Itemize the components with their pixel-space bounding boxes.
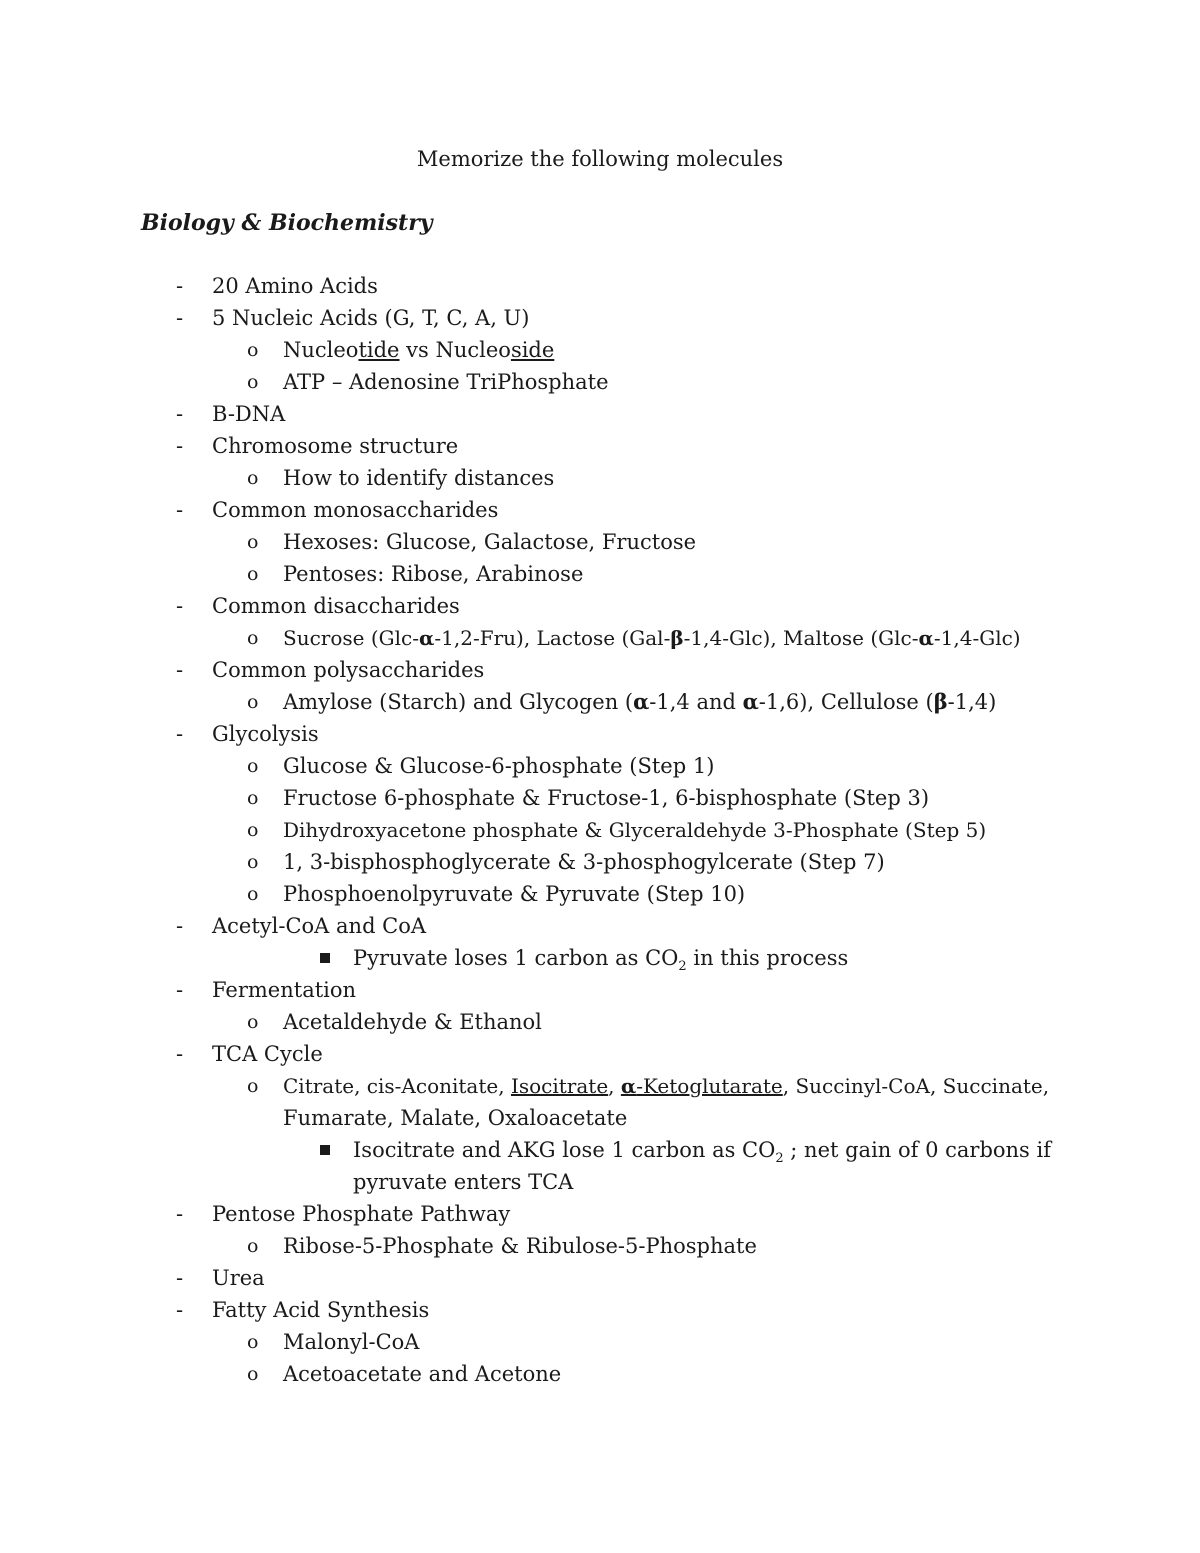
circle-marker: o [247,563,259,585]
item-text: Fumarate, Malate, Oxaloacetate [283,1106,628,1130]
item-text: Pentoses: Ribose, Arabinose [283,562,584,586]
list-item [0,1294,1200,1326]
item-text: Chromosome structure [212,434,459,458]
underlined-text: α-Ketoglutarate [620,1074,783,1098]
list-item [0,718,1200,750]
item-text: Pyruvate loses 1 carbon as $CO_2$ in this process [353,946,849,975]
list-item [0,1198,1200,1230]
list-subitem [0,878,1200,910]
underlined-text: tide [358,338,400,362]
list-item [0,590,1200,622]
circle-marker: o [247,531,259,553]
circle-marker: o [247,1331,259,1353]
list-subitem [0,846,1200,878]
item-text: pyruvate enters TCA [353,1170,574,1194]
list-item [0,1038,1200,1070]
list-subitem [0,334,1200,366]
item-text: Citrate, cis-Aconitate, Isocitrate, α-Ketoglutarate, Succinyl-CoA, Succinate, [283,1074,1050,1098]
item-text: Acetaldehyde & Ethanol [283,1010,542,1034]
list-subitem [0,782,1200,814]
dash-marker: - [176,914,184,938]
dash-marker: - [176,1202,184,1226]
item-text: Dihydroxyacetone phosphate & Glyceraldehyde 3-Phosphate (Step 5) [283,818,987,842]
item-text: 1, 3-bisphosphoglycerate & 3-phosphogylcerate (Step 7) [283,850,885,874]
item-text: Fermentation [212,978,357,1002]
page-title: Memorize the following molecules [416,147,784,171]
list-subitem [0,1006,1200,1038]
dash-marker: - [176,1042,184,1066]
square-bullet-icon [320,942,330,974]
item-text: Fatty Acid Synthesis [212,1298,430,1322]
underlined-text: side [510,338,555,362]
list-subitem [0,1326,1200,1358]
section-heading: Biology & Biochemistry [141,210,433,236]
list-subsubitem-continuation [0,1166,1200,1198]
list-subitem [0,526,1200,558]
circle-marker: o [247,1011,259,1033]
list-subitem [0,462,1200,494]
list-subitem [0,1358,1200,1390]
circle-marker: o [247,883,259,905]
circle-marker: o [247,467,259,489]
dash-marker: - [176,274,184,298]
list-item [0,910,1200,942]
square-bullet-icon [320,1134,330,1166]
outline-list [0,270,1200,1390]
item-text: Nucleotide vs Nucleoside [283,338,555,362]
list-subsubitem [0,1134,1200,1166]
dash-marker: - [176,434,184,458]
dash-marker: - [176,594,184,618]
item-text: Glucose & Glucose-6-phosphate (Step 1) [283,754,715,778]
dash-marker: - [176,722,184,746]
dash-marker: - [176,306,184,330]
list-subitem [0,366,1200,398]
circle-marker: o [247,339,259,361]
item-text: Fructose 6-phosphate & Fructose-1, 6-bisphosphate (Step 3) [283,786,930,810]
circle-marker: o [247,1235,259,1257]
item-text: How to identify distances [283,466,555,490]
circle-marker: o [247,1075,259,1097]
list-subitem [0,558,1200,590]
list-item [0,270,1200,302]
dash-marker: - [176,1266,184,1290]
list-item [0,398,1200,430]
circle-marker: o [247,371,259,393]
list-subitem [0,814,1200,846]
item-text: TCA Cycle [212,1042,323,1066]
dash-marker: - [176,978,184,1002]
list-item [0,974,1200,1006]
list-subitem-continuation [0,1102,1200,1134]
list-item [0,430,1200,462]
circle-marker: o [247,851,259,873]
item-text: Malonyl-CoA [283,1330,420,1354]
item-text: Sucrose (Glc-α-1,2-Fru), Lactose (Gal-β-1,4-Glc), Maltose (Glc-α-1,4-Glc) [283,626,1021,650]
list-item [0,494,1200,526]
list-item [0,1262,1200,1294]
dash-marker: - [176,658,184,682]
item-text: Glycolysis [212,722,319,746]
dash-marker: - [176,402,184,426]
dash-marker: - [176,498,184,522]
list-item [0,654,1200,686]
dash-marker: - [176,1298,184,1322]
underlined-text: Isocitrate [510,1074,609,1098]
item-text: Common polysaccharides [212,658,485,682]
list-subsubitem [0,942,1200,974]
circle-marker: o [247,691,259,713]
item-text: Hexoses: Glucose, Galactose, Fructose [283,530,697,554]
item-text: B-DNA [212,402,286,426]
item-text: Urea [212,1266,265,1290]
item-text: Acetoacetate and Acetone [283,1362,562,1386]
list-subitem [0,750,1200,782]
list-subitem [0,686,1200,718]
circle-marker: o [247,755,259,777]
list-subitem [0,622,1200,654]
item-text: Common disaccharides [212,594,460,618]
list-item [0,302,1200,334]
item-text: ATP – Adenosine TriPhosphate [283,370,609,394]
circle-marker: o [247,787,259,809]
list-subitem [0,1070,1200,1102]
item-text: 5 Nucleic Acids (G, T, C, A, U) [212,306,530,330]
item-text: Isocitrate and AKG lose 1 carbon as $CO_2$ ; net gain of 0 carbons if [353,1138,1051,1167]
circle-marker: o [247,1363,259,1385]
item-text: Pentose Phosphate Pathway [212,1202,511,1226]
item-text: Ribose-5-Phosphate & Ribulose-5-Phosphate [283,1234,757,1258]
circle-marker: o [247,627,259,649]
item-text: Acetyl-CoA and CoA [212,914,427,938]
item-text: Amylose (Starch) and Glycogen (α-1,4 and α-1,6), Cellulose (β-1,4) [283,689,997,714]
list-subitem [0,1230,1200,1262]
item-text: 20 Amino Acids [212,274,378,298]
circle-marker: o [247,819,259,841]
item-text: Phosphoenolpyruvate & Pyruvate (Step 10) [283,882,746,906]
item-text: Common monosaccharides [212,498,499,522]
